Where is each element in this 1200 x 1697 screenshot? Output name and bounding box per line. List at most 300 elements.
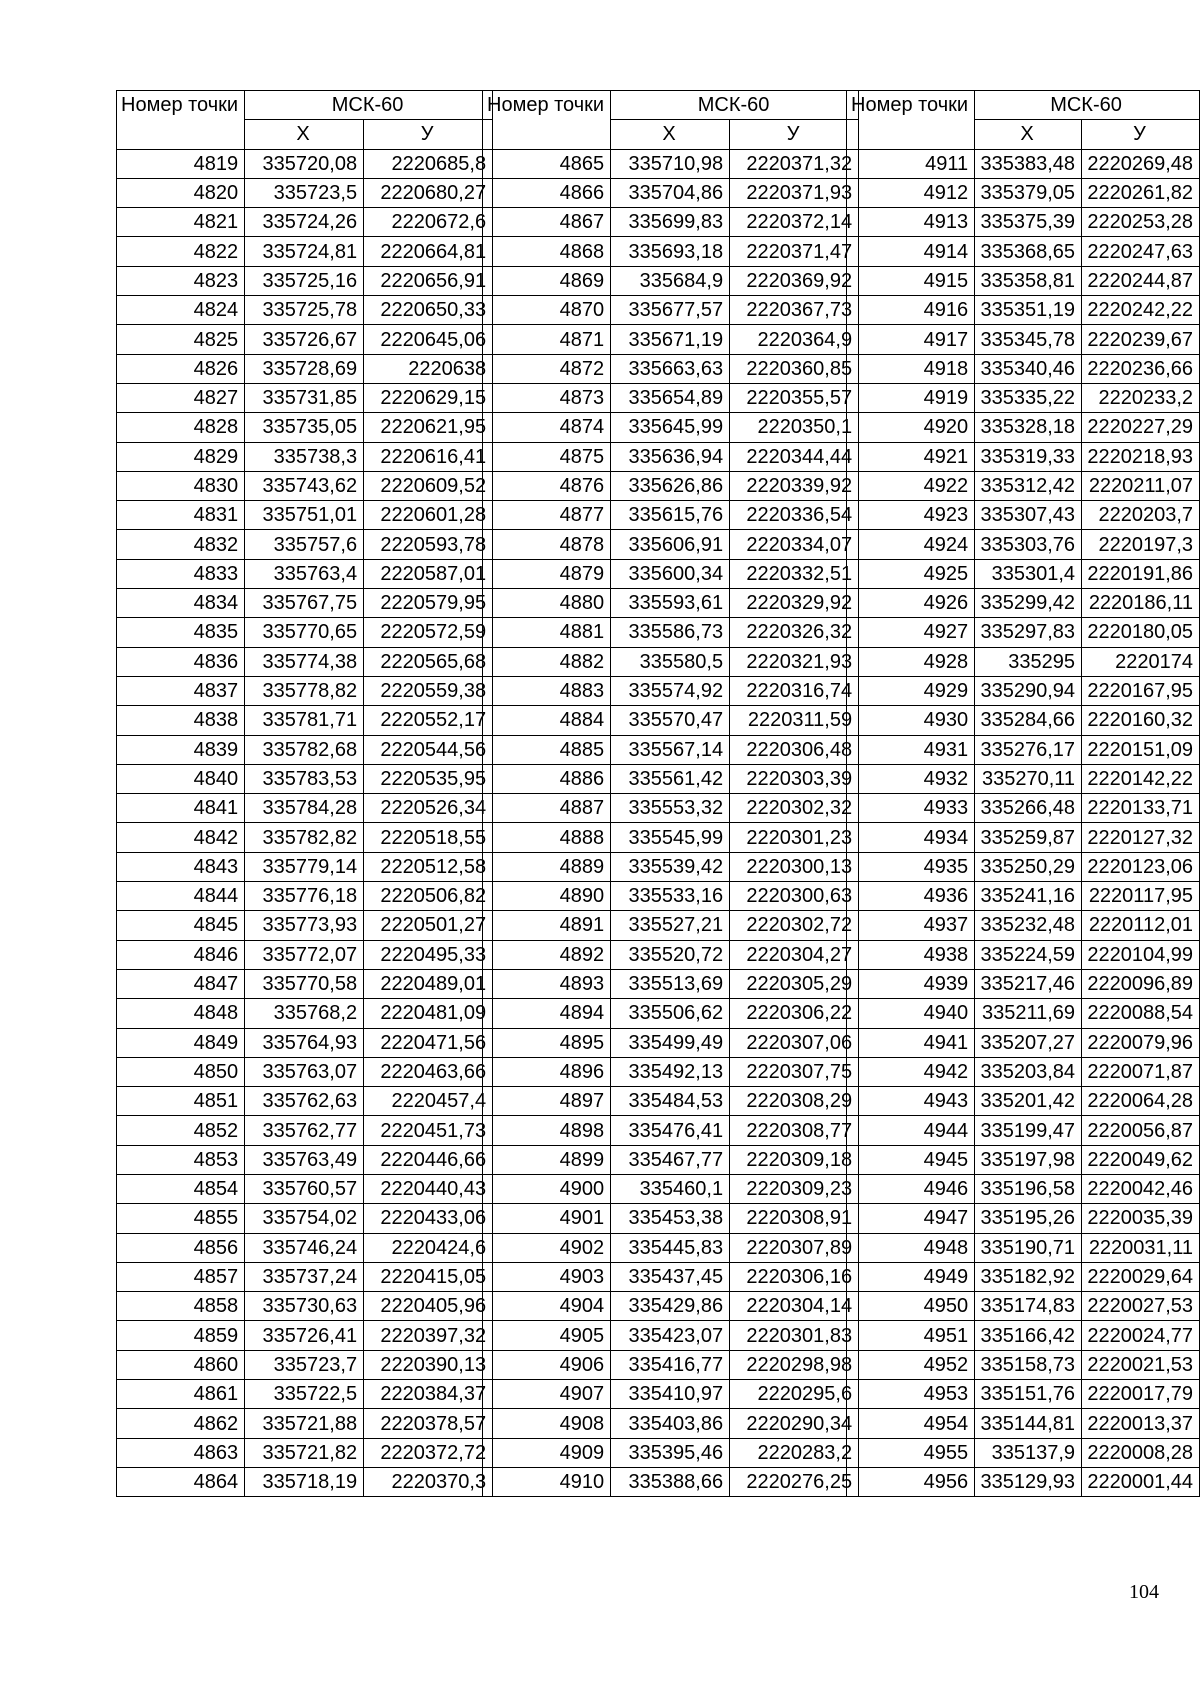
table-row: [847, 823, 1200, 852]
y-coordinate-cell: 2220369,92: [730, 266, 859, 295]
x-coordinate-cell: 335699,83: [611, 208, 730, 237]
table-row: [117, 823, 493, 852]
point-number-cell: 4952: [847, 1350, 975, 1379]
point-number-cell: 4823: [117, 266, 245, 295]
y-coordinate-cell: 2220433,06: [364, 1204, 493, 1233]
point-number-cell: 4876: [483, 471, 611, 500]
x-coordinate-cell: 335763,07: [245, 1057, 364, 1086]
point-number-cell: 4866: [483, 178, 611, 207]
y-coordinate-cell: 2220300,63: [730, 882, 859, 911]
y-coordinate-cell: 2220424,6: [364, 1233, 493, 1262]
y-coordinate-cell: 2220506,82: [364, 882, 493, 911]
point-number-cell: 4821: [117, 208, 245, 237]
point-number-header: Номер точки: [117, 91, 245, 150]
table-row: [847, 618, 1200, 647]
x-coordinate-cell: 335445,83: [611, 1233, 730, 1262]
x-coordinate-cell: 335351,19: [975, 296, 1082, 325]
y-coordinate-cell: 2220371,32: [730, 149, 859, 178]
table-row: [847, 940, 1200, 969]
x-coordinate-cell: 335379,05: [975, 178, 1082, 207]
x-coordinate-cell: 335684,9: [611, 266, 730, 295]
page-number: 104: [1129, 1581, 1159, 1603]
y-coordinate-cell: 2220332,51: [730, 559, 859, 588]
point-number-cell: 4955: [847, 1438, 975, 1467]
y-coordinate-cell: 2220307,89: [730, 1233, 859, 1262]
point-number-cell: 4890: [483, 882, 611, 911]
y-coordinate-cell: 2220367,73: [730, 296, 859, 325]
table-row: [117, 1204, 493, 1233]
table-row: [483, 296, 859, 325]
y-coordinate-cell: 2220587,01: [364, 559, 493, 588]
y-coordinate-cell: 2220321,93: [730, 647, 859, 676]
table-row: [483, 1380, 859, 1409]
point-number-cell: 4843: [117, 852, 245, 881]
point-number-cell: 4912: [847, 178, 975, 207]
coordinate-system-header: МСК-60: [975, 91, 1200, 120]
point-number-cell: 4894: [483, 999, 611, 1028]
point-number-cell: 4863: [117, 1438, 245, 1467]
point-number-cell: 4913: [847, 208, 975, 237]
x-column-header: Х: [245, 120, 364, 149]
y-coordinate-cell: 2220344,44: [730, 442, 859, 471]
point-number-cell: 4845: [117, 911, 245, 940]
point-number-cell: 4920: [847, 413, 975, 442]
point-number-cell: 4942: [847, 1057, 975, 1086]
table-row: [117, 383, 493, 412]
y-coordinate-cell: 2220334,07: [730, 530, 859, 559]
y-coordinate-cell: 2220031,11: [1082, 1233, 1200, 1262]
y-coordinate-cell: 2220378,57: [364, 1409, 493, 1438]
y-coordinate-cell: 2220024,77: [1082, 1321, 1200, 1350]
table-row: [117, 1087, 493, 1116]
table-row: [483, 1145, 859, 1174]
point-number-cell: 4888: [483, 823, 611, 852]
point-number-cell: 4877: [483, 501, 611, 530]
x-coordinate-cell: 335158,73: [975, 1350, 1082, 1379]
y-coordinate-cell: 2220552,17: [364, 706, 493, 735]
table-row: [117, 1292, 493, 1321]
x-coordinate-cell: 335203,84: [975, 1057, 1082, 1086]
y-coordinate-cell: 2220295,6: [730, 1380, 859, 1409]
point-number-cell: 4862: [117, 1409, 245, 1438]
table-row: [117, 1028, 493, 1057]
table-row: [117, 237, 493, 266]
point-number-cell: 4937: [847, 911, 975, 940]
y-coordinate-cell: 2220621,95: [364, 413, 493, 442]
point-number-cell: 4933: [847, 794, 975, 823]
table-row: [847, 1233, 1200, 1262]
y-coordinate-cell: 2220239,67: [1082, 325, 1200, 354]
point-number-cell: 4910: [483, 1467, 611, 1496]
table-row: [483, 794, 859, 823]
point-number-cell: 4853: [117, 1145, 245, 1174]
x-coordinate-cell: 335166,42: [975, 1321, 1082, 1350]
table-row: [117, 969, 493, 998]
table-row: [483, 969, 859, 998]
coordinate-system-header: МСК-60: [611, 91, 859, 120]
point-number-cell: 4938: [847, 940, 975, 969]
x-coordinate-cell: 335606,91: [611, 530, 730, 559]
table-row: [117, 1262, 493, 1291]
x-coordinate-cell: 335259,87: [975, 823, 1082, 852]
point-number-cell: 4914: [847, 237, 975, 266]
x-coordinate-cell: 335319,33: [975, 442, 1082, 471]
x-coordinate-cell: 335731,85: [245, 383, 364, 412]
table-row: [117, 1057, 493, 1086]
y-coordinate-cell: 2220283,2: [730, 1438, 859, 1467]
x-coordinate-cell: 335781,71: [245, 706, 364, 735]
point-number-cell: 4934: [847, 823, 975, 852]
y-coordinate-cell: 2220544,56: [364, 735, 493, 764]
x-coordinate-cell: 335722,5: [245, 1380, 364, 1409]
x-coordinate-cell: 335743,62: [245, 471, 364, 500]
table-row: [483, 1350, 859, 1379]
table-row: [483, 208, 859, 237]
point-number-cell: 4856: [117, 1233, 245, 1262]
y-coordinate-cell: 2220664,81: [364, 237, 493, 266]
table-row: [483, 1262, 859, 1291]
point-number-cell: 4935: [847, 852, 975, 881]
x-coordinate-cell: 335779,14: [245, 852, 364, 881]
point-number-cell: 4869: [483, 266, 611, 295]
table-row: [483, 530, 859, 559]
point-number-cell: 4839: [117, 735, 245, 764]
table-row: [117, 1145, 493, 1174]
y-coordinate-cell: 2220001,44: [1082, 1467, 1200, 1496]
table-row: [117, 1233, 493, 1262]
y-coordinate-cell: 2220301,23: [730, 823, 859, 852]
point-number-cell: 4826: [117, 354, 245, 383]
point-number-cell: 4919: [847, 383, 975, 412]
point-number-cell: 4860: [117, 1350, 245, 1379]
x-coordinate-cell: 335770,65: [245, 618, 364, 647]
y-coordinate-cell: 2220303,39: [730, 764, 859, 793]
x-coordinate-cell: 335746,24: [245, 1233, 364, 1262]
point-number-cell: 4932: [847, 764, 975, 793]
x-coordinate-cell: 335137,9: [975, 1438, 1082, 1467]
table-row: [117, 999, 493, 1028]
table-row: [847, 178, 1200, 207]
table-row: [483, 325, 859, 354]
y-coordinate-cell: 2220064,28: [1082, 1087, 1200, 1116]
point-number-cell: 4829: [117, 442, 245, 471]
point-number-cell: 4895: [483, 1028, 611, 1057]
y-coordinate-cell: 2220247,63: [1082, 237, 1200, 266]
table-row: [483, 383, 859, 412]
table-row: [847, 1350, 1200, 1379]
y-coordinate-cell: 2220290,34: [730, 1409, 859, 1438]
y-coordinate-cell: 2220572,59: [364, 618, 493, 647]
x-coordinate-cell: 335211,69: [975, 999, 1082, 1028]
y-coordinate-cell: 2220261,82: [1082, 178, 1200, 207]
x-coordinate-cell: 335307,43: [975, 501, 1082, 530]
x-coordinate-cell: 335751,01: [245, 501, 364, 530]
point-number-cell: 4835: [117, 618, 245, 647]
x-coordinate-cell: 335375,39: [975, 208, 1082, 237]
table-row: [117, 471, 493, 500]
point-number-cell: 4946: [847, 1174, 975, 1203]
point-number-cell: 4892: [483, 940, 611, 969]
x-coordinate-cell: 335763,49: [245, 1145, 364, 1174]
y-coordinate-cell: 2220685,8: [364, 149, 493, 178]
x-coordinate-cell: 335388,66: [611, 1467, 730, 1496]
x-coordinate-cell: 335416,77: [611, 1350, 730, 1379]
x-coordinate-cell: 335476,41: [611, 1116, 730, 1145]
x-coordinate-cell: 335783,53: [245, 764, 364, 793]
x-coordinate-cell: 335782,68: [245, 735, 364, 764]
point-number-cell: 4884: [483, 706, 611, 735]
x-coordinate-cell: 335636,94: [611, 442, 730, 471]
table-row: [847, 1409, 1200, 1438]
point-number-cell: 4940: [847, 999, 975, 1028]
x-coordinate-cell: 335368,65: [975, 237, 1082, 266]
point-number-cell: 4820: [117, 178, 245, 207]
point-number-cell: 4851: [117, 1087, 245, 1116]
table-row: [117, 618, 493, 647]
y-coordinate-cell: 2220364,9: [730, 325, 859, 354]
table-row: [483, 559, 859, 588]
x-coordinate-cell: 335174,83: [975, 1292, 1082, 1321]
y-coordinate-cell: 2220645,06: [364, 325, 493, 354]
y-coordinate-cell: 2220308,77: [730, 1116, 859, 1145]
x-coordinate-cell: 335677,57: [611, 296, 730, 325]
table-row: [483, 501, 859, 530]
y-coordinate-cell: 2220656,91: [364, 266, 493, 295]
x-coordinate-cell: 335615,76: [611, 501, 730, 530]
y-coordinate-cell: 2220489,01: [364, 969, 493, 998]
x-coordinate-cell: 335207,27: [975, 1028, 1082, 1057]
y-coordinate-cell: 2220096,89: [1082, 969, 1200, 998]
table-row: [117, 882, 493, 911]
y-coordinate-cell: 2220609,52: [364, 471, 493, 500]
table-row: [117, 735, 493, 764]
point-number-cell: 4954: [847, 1409, 975, 1438]
y-coordinate-cell: 2220463,66: [364, 1057, 493, 1086]
table-row: [847, 589, 1200, 618]
y-coordinate-cell: 2220405,96: [364, 1292, 493, 1321]
point-number-cell: 4925: [847, 559, 975, 588]
point-number-cell: 4941: [847, 1028, 975, 1057]
point-number-cell: 4944: [847, 1116, 975, 1145]
x-coordinate-cell: 335738,3: [245, 442, 364, 471]
y-coordinate-cell: 2220565,68: [364, 647, 493, 676]
x-coordinate-cell: 335600,34: [611, 559, 730, 588]
y-coordinate-cell: 2220308,91: [730, 1204, 859, 1233]
x-coordinate-cell: 335586,73: [611, 618, 730, 647]
x-coordinate-cell: 335778,82: [245, 676, 364, 705]
x-coordinate-cell: 335767,75: [245, 589, 364, 618]
point-number-cell: 4841: [117, 794, 245, 823]
point-number-cell: 4875: [483, 442, 611, 471]
table-row: [847, 296, 1200, 325]
table-row: [117, 764, 493, 793]
table-row: [483, 1116, 859, 1145]
point-number-cell: 4846: [117, 940, 245, 969]
y-coordinate-cell: 2220579,95: [364, 589, 493, 618]
table-row: [847, 1028, 1200, 1057]
table-row: [847, 266, 1200, 295]
x-coordinate-cell: 335553,32: [611, 794, 730, 823]
point-number-cell: 4864: [117, 1467, 245, 1496]
point-number-cell: 4868: [483, 237, 611, 266]
point-number-cell: 4873: [483, 383, 611, 412]
x-coordinate-cell: 335726,41: [245, 1321, 364, 1350]
table-row: [483, 706, 859, 735]
table-row: [847, 676, 1200, 705]
table-row: [847, 442, 1200, 471]
table-row: [483, 1174, 859, 1203]
x-coordinate-cell: 335284,66: [975, 706, 1082, 735]
y-coordinate-cell: 2220471,56: [364, 1028, 493, 1057]
x-coordinate-cell: 335593,61: [611, 589, 730, 618]
table-row: [117, 266, 493, 295]
y-coordinate-cell: 2220203,7: [1082, 501, 1200, 530]
table-row: [483, 1292, 859, 1321]
x-coordinate-cell: 335754,02: [245, 1204, 364, 1233]
point-number-cell: 4882: [483, 647, 611, 676]
x-coordinate-cell: 335721,82: [245, 1438, 364, 1467]
y-coordinate-cell: 2220339,92: [730, 471, 859, 500]
x-coordinate-cell: 335570,47: [611, 706, 730, 735]
y-coordinate-cell: 2220350,1: [730, 413, 859, 442]
y-coordinate-cell: 2220372,14: [730, 208, 859, 237]
x-coordinate-cell: 335725,78: [245, 296, 364, 325]
point-number-cell: 4921: [847, 442, 975, 471]
x-coordinate-cell: 335290,94: [975, 676, 1082, 705]
table-row: [117, 442, 493, 471]
x-coordinate-cell: 335725,16: [245, 266, 364, 295]
y-coordinate-cell: 2220451,73: [364, 1116, 493, 1145]
point-number-cell: 4907: [483, 1380, 611, 1409]
y-coordinate-cell: 2220601,28: [364, 501, 493, 530]
x-coordinate-cell: 335671,19: [611, 325, 730, 354]
point-number-cell: 4945: [847, 1145, 975, 1174]
y-coordinate-cell: 2220167,95: [1082, 676, 1200, 705]
y-coordinate-cell: 2220236,66: [1082, 354, 1200, 383]
y-coordinate-cell: 2220133,71: [1082, 794, 1200, 823]
x-coordinate-cell: 335312,42: [975, 471, 1082, 500]
table-row: [483, 911, 859, 940]
x-coordinate-cell: 335539,42: [611, 852, 730, 881]
y-coordinate-cell: 2220035,39: [1082, 1204, 1200, 1233]
table-row: [847, 1438, 1200, 1467]
coordinate-table-1: [116, 90, 493, 1497]
point-number-cell: 4917: [847, 325, 975, 354]
table-row: [117, 1116, 493, 1145]
x-coordinate-cell: 335533,16: [611, 882, 730, 911]
point-number-cell: 4899: [483, 1145, 611, 1174]
x-coordinate-cell: 335201,42: [975, 1087, 1082, 1116]
point-number-header: Номер точки: [847, 91, 975, 150]
x-coordinate-cell: 335182,92: [975, 1262, 1082, 1291]
table-row: [483, 354, 859, 383]
x-coordinate-cell: 335663,63: [611, 354, 730, 383]
point-number-cell: 4947: [847, 1204, 975, 1233]
x-coordinate-cell: 335720,08: [245, 149, 364, 178]
point-number-cell: 4859: [117, 1321, 245, 1350]
table-row: [117, 1409, 493, 1438]
x-coordinate-cell: 335567,14: [611, 735, 730, 764]
table-row: [483, 735, 859, 764]
y-coordinate-cell: 2220302,72: [730, 911, 859, 940]
y-coordinate-cell: 2220415,05: [364, 1262, 493, 1291]
table-row: [117, 794, 493, 823]
x-coordinate-cell: 335395,46: [611, 1438, 730, 1467]
x-coordinate-cell: 335303,76: [975, 530, 1082, 559]
y-coordinate-cell: 2220227,29: [1082, 413, 1200, 442]
x-coordinate-cell: 335693,18: [611, 237, 730, 266]
table-row: [847, 1116, 1200, 1145]
y-coordinate-cell: 2220104,99: [1082, 940, 1200, 969]
x-coordinate-cell: 335726,67: [245, 325, 364, 354]
x-coordinate-cell: 335383,48: [975, 149, 1082, 178]
y-coordinate-cell: 2220298,98: [730, 1350, 859, 1379]
y-coordinate-cell: 2220680,27: [364, 178, 493, 207]
y-coordinate-cell: 2220316,74: [730, 676, 859, 705]
x-coordinate-cell: 335735,05: [245, 413, 364, 442]
point-number-cell: 4891: [483, 911, 611, 940]
y-coordinate-cell: 2220302,32: [730, 794, 859, 823]
table-body: [117, 149, 493, 1497]
table-row: [847, 413, 1200, 442]
y-coordinate-cell: 2220021,53: [1082, 1350, 1200, 1379]
y-coordinate-cell: 2220123,06: [1082, 852, 1200, 881]
y-coordinate-cell: 2220371,93: [730, 178, 859, 207]
y-coordinate-cell: 2220629,15: [364, 383, 493, 412]
y-coordinate-cell: 2220309,18: [730, 1145, 859, 1174]
x-coordinate-cell: 335295: [975, 647, 1082, 676]
x-coordinate-cell: 335403,86: [611, 1409, 730, 1438]
table-row: [483, 1204, 859, 1233]
coordinate-table-2: [482, 90, 859, 1497]
y-coordinate-cell: 2220616,41: [364, 442, 493, 471]
point-number-cell: 4840: [117, 764, 245, 793]
x-coordinate-cell: 335232,48: [975, 911, 1082, 940]
y-coordinate-cell: 2220650,33: [364, 296, 493, 325]
x-coordinate-cell: 335299,42: [975, 589, 1082, 618]
x-coordinate-cell: 335764,93: [245, 1028, 364, 1057]
point-number-cell: 4918: [847, 354, 975, 383]
y-coordinate-cell: 2220112,01: [1082, 911, 1200, 940]
y-coordinate-cell: 2220218,93: [1082, 442, 1200, 471]
point-number-cell: 4911: [847, 149, 975, 178]
x-coordinate-cell: 335196,58: [975, 1174, 1082, 1203]
point-number-cell: 4842: [117, 823, 245, 852]
y-coordinate-cell: 2220329,92: [730, 589, 859, 618]
y-coordinate-cell: 2220049,62: [1082, 1145, 1200, 1174]
y-coordinate-cell: 2220495,33: [364, 940, 493, 969]
x-coordinate-cell: 335297,83: [975, 618, 1082, 647]
point-number-cell: 4898: [483, 1116, 611, 1145]
y-coordinate-cell: 2220304,14: [730, 1292, 859, 1321]
y-coordinate-cell: 2220390,13: [364, 1350, 493, 1379]
table-row: [847, 1087, 1200, 1116]
x-coordinate-cell: 335241,16: [975, 882, 1082, 911]
x-coordinate-cell: 335301,4: [975, 559, 1082, 588]
table-row: [117, 911, 493, 940]
table-row: [483, 149, 859, 178]
point-number-cell: 4879: [483, 559, 611, 588]
x-coordinate-cell: 335770,58: [245, 969, 364, 998]
point-number-cell: 4834: [117, 589, 245, 618]
x-coordinate-cell: 335410,97: [611, 1380, 730, 1409]
coordinate-system-header: МСК-60: [245, 91, 493, 120]
x-coordinate-cell: 335772,07: [245, 940, 364, 969]
x-coordinate-cell: 335776,18: [245, 882, 364, 911]
y-coordinate-cell: 2220336,54: [730, 501, 859, 530]
point-number-cell: 4923: [847, 501, 975, 530]
y-coordinate-cell: 2220307,75: [730, 1057, 859, 1086]
